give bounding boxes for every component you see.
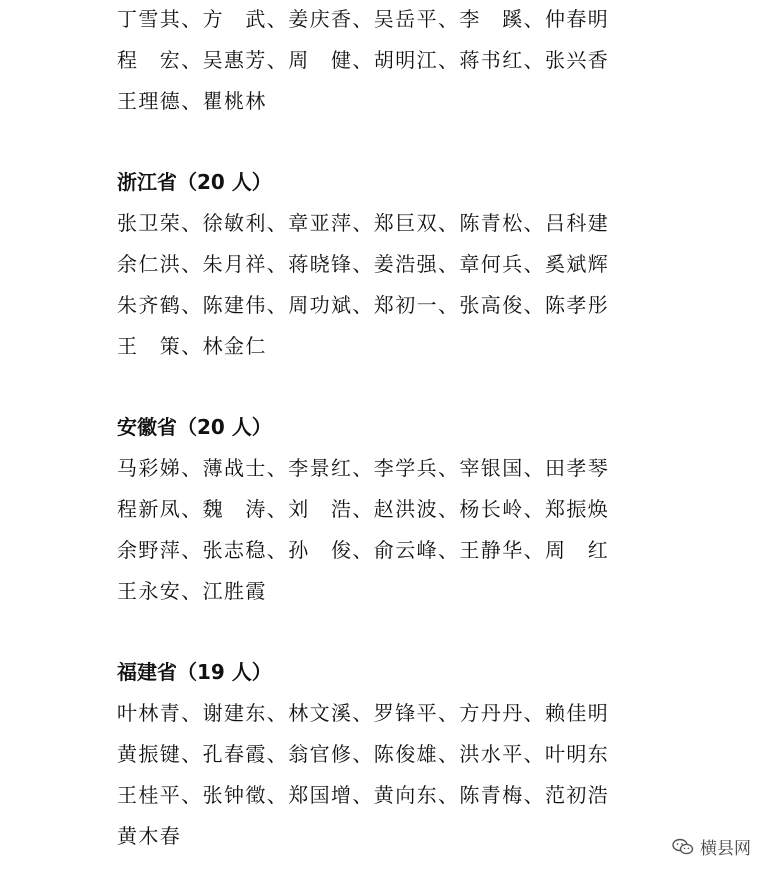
- section-title: 福建省（19 人）: [117, 660, 272, 684]
- section-title: 安徽省（20 人）: [117, 415, 272, 439]
- list-line: 余野萍、张志稳、孙 俊、俞云峰、王静华、周 红: [117, 538, 610, 562]
- top-list: [117, 0, 637, 122]
- watermark: [672, 834, 751, 859]
- watermark-text: 横县网: [700, 839, 751, 859]
- list-line: 丁雪其、方 武、姜庆香、吴岳平、李 蹊、仲春明: [117, 7, 610, 31]
- list-line: 程新凤、魏 涛、刘 浩、赵洪波、杨长岭、郑振焕: [117, 497, 610, 521]
- list-line: 黄振键、孔春霞、翁官修、陈俊雄、洪水平、叶明东: [117, 742, 610, 766]
- section-title: 浙江省（20 人）: [117, 170, 272, 194]
- list-line: 王 策、林金仁: [117, 334, 267, 358]
- section-anhui: [117, 407, 637, 612]
- list-line: 张卫荣、徐敏利、章亚萍、郑巨双、陈青松、吕科建: [117, 211, 610, 235]
- list-line: 王桂平、张钟徵、郑国增、黄向东、陈青梅、范初浩: [117, 783, 610, 807]
- list-line: 黄木春: [117, 824, 182, 848]
- list-line: 余仁洪、朱月祥、蒋晓锋、姜浩强、章何兵、奚斌辉: [117, 252, 610, 276]
- section-fujian: [117, 652, 637, 857]
- list-line: 程 宏、吴惠芳、周 健、胡明江、蒋书红、张兴香: [117, 48, 610, 72]
- wechat-icon: [672, 838, 694, 856]
- name-list-document: [117, 0, 637, 857]
- list-line: 朱齐鹤、陈建伟、周功斌、郑初一、张高俊、陈孝彤: [117, 293, 610, 317]
- list-line: 王永安、江胜霞: [117, 579, 267, 603]
- section-zhejiang: [117, 162, 637, 367]
- list-line: 叶林青、谢建东、林文溪、罗锋平、方丹丹、赖佳明: [117, 701, 610, 725]
- list-line: 王理德、瞿桃林: [117, 89, 267, 113]
- list-line: 马彩娣、薄战士、李景红、李学兵、宰银国、田孝琴: [117, 456, 610, 480]
